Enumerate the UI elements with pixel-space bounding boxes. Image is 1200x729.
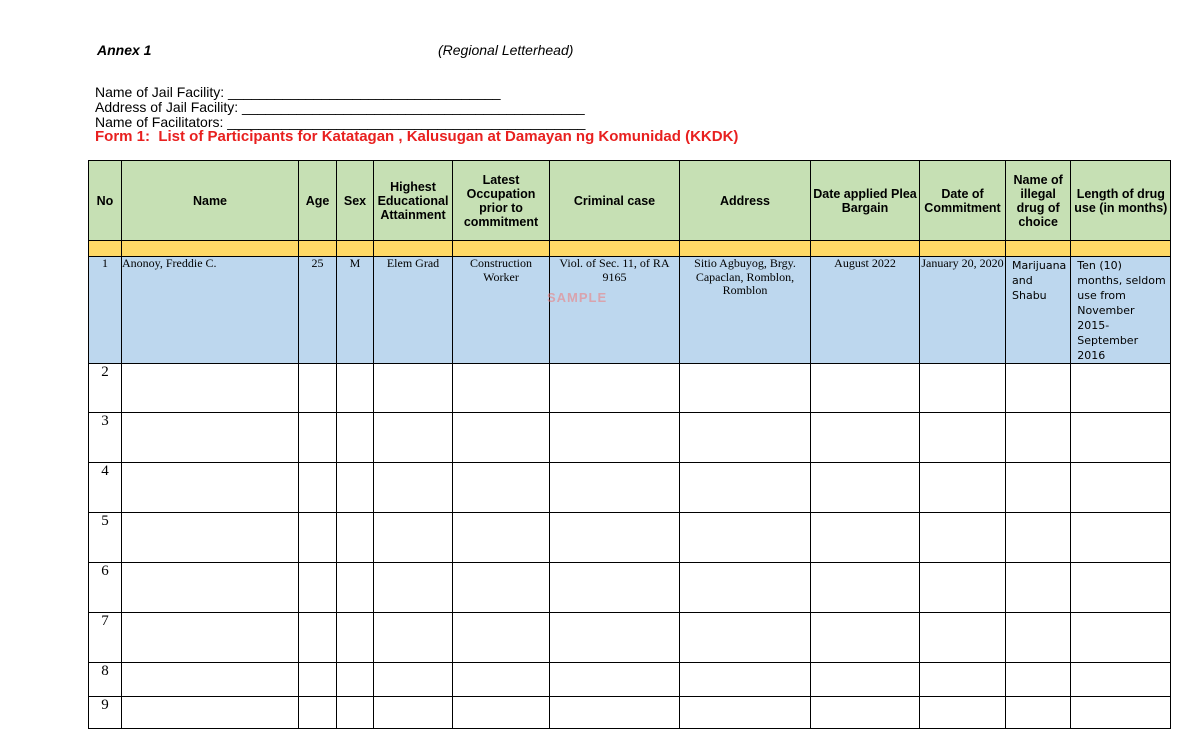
- table-cell[interactable]: [299, 563, 337, 613]
- table-cell[interactable]: [1071, 663, 1171, 697]
- band-cell: [680, 241, 811, 257]
- table-cell[interactable]: [1006, 663, 1071, 697]
- column-header-occupation: Latest Occupation prior to commitment: [453, 161, 550, 241]
- column-header-no: No: [89, 161, 122, 241]
- column-header-length: Length of drug use (in months): [1071, 161, 1171, 241]
- table-cell[interactable]: [1006, 563, 1071, 613]
- column-header-drug: Name of illegal drug of choice: [1006, 161, 1071, 241]
- table-cell[interactable]: [299, 513, 337, 563]
- table-cell[interactable]: [680, 663, 811, 697]
- table-cell[interactable]: [1071, 513, 1171, 563]
- table-cell[interactable]: [453, 663, 550, 697]
- column-header-criminal-case: Criminal case: [550, 161, 680, 241]
- table-cell[interactable]: [920, 663, 1006, 697]
- table-cell[interactable]: [337, 663, 374, 697]
- band-cell: [453, 241, 550, 257]
- table-row: [89, 663, 1171, 697]
- table-cell[interactable]: [920, 513, 1006, 563]
- table-cell[interactable]: [1006, 413, 1071, 463]
- participant-age[interactable]: 25: [299, 257, 337, 364]
- table-cell[interactable]: [299, 364, 337, 413]
- table-cell[interactable]: [680, 563, 811, 613]
- row-number: 1: [89, 257, 122, 364]
- table-row: [89, 257, 1171, 364]
- jail-facility-field[interactable]: Name of Jail Facility: ___________________________________: [95, 84, 501, 100]
- table-cell[interactable]: [550, 697, 680, 729]
- column-header-sex: Sex: [337, 161, 374, 241]
- facilitators-field[interactable]: Name of Facilitators: ______________________________________________: [95, 114, 586, 130]
- table-cell[interactable]: [920, 463, 1006, 513]
- participant-drug-length[interactable]: Ten (10) months, seldom use from November 2015-September 2016: [1071, 257, 1171, 364]
- table-cell[interactable]: [122, 513, 299, 563]
- participant-sex[interactable]: M: [337, 257, 374, 364]
- participant-name[interactable]: Anonoy, Freddie C.: [122, 257, 299, 364]
- column-header-education: Highest Educational Attainment: [374, 161, 453, 241]
- table-cell[interactable]: [122, 413, 299, 463]
- table-row: [89, 613, 1171, 663]
- table-cell[interactable]: [920, 697, 1006, 729]
- table-cell[interactable]: [337, 697, 374, 729]
- table-cell[interactable]: [374, 613, 453, 663]
- row-number: 4: [89, 463, 122, 513]
- table-cell[interactable]: [337, 463, 374, 513]
- band-cell: [811, 241, 920, 257]
- table-cell[interactable]: [920, 613, 1006, 663]
- column-header-plea-date: Date applied Plea Bargain: [811, 161, 920, 241]
- table-cell[interactable]: [811, 413, 920, 463]
- participant-criminal-case[interactable]: Viol. of Sec. 11, of RA 9165: [550, 257, 680, 364]
- table-cell[interactable]: [299, 663, 337, 697]
- band-cell: [374, 241, 453, 257]
- band-cell: [337, 241, 374, 257]
- table-cell[interactable]: [550, 663, 680, 697]
- table-cell[interactable]: [680, 697, 811, 729]
- table-cell[interactable]: [453, 563, 550, 613]
- table-cell[interactable]: [680, 613, 811, 663]
- column-header-address: Address: [680, 161, 811, 241]
- letterhead-placeholder: (Regional Letterhead): [438, 42, 574, 58]
- row-number: 6: [89, 563, 122, 613]
- table-cell[interactable]: [1006, 364, 1071, 413]
- table-row: [89, 697, 1171, 729]
- header-row: [89, 161, 1171, 241]
- table-cell[interactable]: [1006, 513, 1071, 563]
- table-cell[interactable]: [122, 663, 299, 697]
- row-number: 2: [89, 364, 122, 413]
- form-title: Form 1: List of Participants for Katatagan , Kalusugan at Damayan ng Komunidad (KKDK): [95, 128, 739, 145]
- table-cell[interactable]: [374, 697, 453, 729]
- table-cell[interactable]: [122, 613, 299, 663]
- participant-occupation[interactable]: Construction Worker: [453, 257, 550, 364]
- table-cell[interactable]: [453, 613, 550, 663]
- table-cell[interactable]: [811, 697, 920, 729]
- table-cell[interactable]: [374, 364, 453, 413]
- row-number: 8: [89, 663, 122, 697]
- table-cell[interactable]: [1006, 613, 1071, 663]
- table-cell[interactable]: [1071, 463, 1171, 513]
- band-cell: [920, 241, 1006, 257]
- table-cell[interactable]: [1071, 613, 1171, 663]
- annex-label: Annex 1: [97, 42, 152, 58]
- band-cell: [122, 241, 299, 257]
- band-cell: [89, 241, 122, 257]
- table-cell[interactable]: [550, 513, 680, 563]
- table-cell[interactable]: [680, 413, 811, 463]
- table-row: [89, 513, 1171, 563]
- participant-education[interactable]: Elem Grad: [374, 257, 453, 364]
- participant-plea-date[interactable]: August 2022: [811, 257, 920, 364]
- table-cell[interactable]: [337, 613, 374, 663]
- table-cell[interactable]: [550, 563, 680, 613]
- band-cell: [299, 241, 337, 257]
- table-cell[interactable]: [453, 463, 550, 513]
- table-cell[interactable]: [811, 364, 920, 413]
- table-cell[interactable]: [811, 663, 920, 697]
- table-cell[interactable]: [550, 413, 680, 463]
- column-header-age: Age: [299, 161, 337, 241]
- table-cell[interactable]: [122, 563, 299, 613]
- participant-drug[interactable]: Marijuana and Shabu: [1006, 257, 1071, 364]
- table-cell[interactable]: [337, 513, 374, 563]
- table-cell[interactable]: [920, 364, 1006, 413]
- band-cell: [1006, 241, 1071, 257]
- band-cell: [550, 241, 680, 257]
- table-cell[interactable]: [374, 663, 453, 697]
- participant-commitment-date[interactable]: January 20, 2020: [920, 257, 1006, 364]
- table-cell[interactable]: [680, 463, 811, 513]
- table-cell[interactable]: [299, 697, 337, 729]
- table-cell[interactable]: [122, 697, 299, 729]
- table-cell[interactable]: [1071, 413, 1171, 463]
- table-cell[interactable]: [374, 563, 453, 613]
- table-cell[interactable]: [453, 513, 550, 563]
- row-number: 3: [89, 413, 122, 463]
- table-cell[interactable]: [1071, 697, 1171, 729]
- table-cell[interactable]: [550, 613, 680, 663]
- table-cell[interactable]: [811, 513, 920, 563]
- table-cell[interactable]: [337, 413, 374, 463]
- jail-address-field[interactable]: Address of Jail Facility: ____________________________________________: [95, 99, 585, 115]
- table-cell[interactable]: [453, 364, 550, 413]
- table-cell[interactable]: [453, 697, 550, 729]
- table-cell[interactable]: [337, 563, 374, 613]
- table-cell[interactable]: [550, 364, 680, 413]
- table-cell[interactable]: [453, 413, 550, 463]
- table-cell[interactable]: [299, 413, 337, 463]
- table-cell[interactable]: [811, 613, 920, 663]
- table-cell[interactable]: [550, 463, 680, 513]
- table-cell[interactable]: [811, 463, 920, 513]
- table-row: [89, 413, 1171, 463]
- table-cell[interactable]: [299, 613, 337, 663]
- table-cell[interactable]: [920, 413, 1006, 463]
- row-number: 5: [89, 513, 122, 563]
- table-row: [89, 463, 1171, 513]
- table-row: [89, 364, 1171, 413]
- column-header-commitment-date: Date of Commitment: [920, 161, 1006, 241]
- table-cell[interactable]: [122, 463, 299, 513]
- column-header-name: Name: [122, 161, 299, 241]
- table-cell[interactable]: [337, 364, 374, 413]
- table-cell[interactable]: [811, 563, 920, 613]
- table-cell[interactable]: [122, 364, 299, 413]
- row-number: 9: [89, 697, 122, 729]
- table-cell[interactable]: [1006, 697, 1071, 729]
- table-cell[interactable]: [1071, 364, 1171, 413]
- band-cell: [1071, 241, 1171, 257]
- participant-address[interactable]: Sitio Agbuyog, Brgy. Capaclan, Romblon, Romblon: [680, 257, 811, 364]
- table-cell[interactable]: [680, 364, 811, 413]
- table-cell[interactable]: [920, 563, 1006, 613]
- sample-watermark: SAMPLE: [547, 290, 608, 305]
- table-cell[interactable]: [374, 413, 453, 463]
- table-cell[interactable]: [680, 513, 811, 563]
- separator-row: [89, 241, 1171, 257]
- table-cell[interactable]: [1006, 463, 1071, 513]
- row-number: 7: [89, 613, 122, 663]
- table-cell[interactable]: [374, 513, 453, 563]
- table-row: [89, 563, 1171, 613]
- participants-table: [88, 160, 1171, 729]
- table-cell[interactable]: [374, 463, 453, 513]
- table-cell[interactable]: [299, 463, 337, 513]
- table-cell[interactable]: [1071, 563, 1171, 613]
